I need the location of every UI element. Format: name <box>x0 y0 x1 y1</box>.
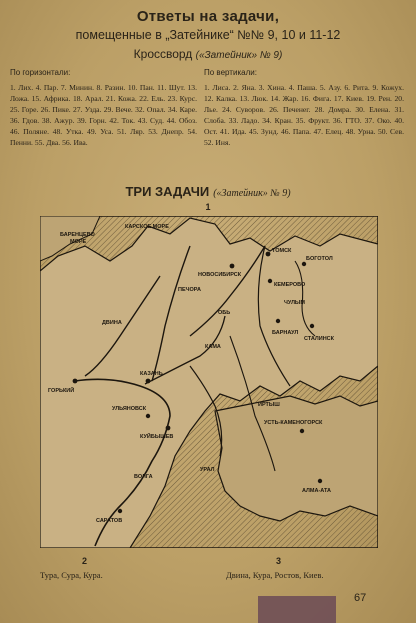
task3-answer: Двина, Кура, Ростов, Киев. <box>226 570 324 580</box>
label-saratov: САРАТОВ <box>96 518 123 524</box>
label-ulyanovsk: УЛЬЯНОВСК <box>112 406 147 412</box>
city-stalinsk-dot <box>310 324 314 328</box>
city-ust-kamenogorsk-dot <box>300 429 304 433</box>
city-bogotol-dot <box>302 262 306 266</box>
task3-number: 3 <box>276 556 282 566</box>
label-karskoe: КАРСКОЕ МОРЕ <box>125 224 169 230</box>
task2-answer: Тура, Сура, Кура. <box>40 570 103 580</box>
map-figure <box>40 216 378 548</box>
three-tasks-heading <box>0 183 416 201</box>
fabric-fragment <box>258 596 336 623</box>
crossword-label: Кроссворд <box>133 47 193 61</box>
vertical-answers: 1. Лиса. 2. Яна. 3. Хина. 4. Паша. 5. Азу. 6. Рита. 9. Кожух. 12. Калка. 13. Люк. 14. Жар. 16. Фига. 17. Киев. 19. Рен. 20. Лье. 24. Суворов. 26. Печенег. 28. Домра. 30. Елена. 31. Слоба. 33. Ладо. 34. Кран. 35. Фрукт. 36. ГТО. 37. Око. 40. Ост. 41. Ида. 45. Зунд. 46. Папа. 47. Елец. 48. Урна. 50. Сев. 52. Иня. <box>204 83 404 147</box>
label-volga: ВОЛГА <box>134 474 153 480</box>
page-subtitle: помещенные в „Затейнике“ №№ 9, 10 и 11-12 <box>75 28 341 42</box>
horizontal-heading: По горизонтали: <box>10 68 71 77</box>
label-chulym: ЧУЛЫМ <box>284 300 305 306</box>
label-stalinsk: СТАЛИНСК <box>304 336 335 342</box>
city-saratov-dot <box>118 509 122 513</box>
label-novosibirsk: НОВОСИБИРСК <box>198 272 242 278</box>
crossword-source: («Затейник» № 9) <box>195 50 283 61</box>
city-gorky-dot <box>73 379 78 384</box>
label-gorky: ГОРЬКИЙ <box>48 388 75 394</box>
city-alma-ata-dot <box>318 479 322 483</box>
label-pechora: ПЕЧОРА <box>178 287 201 293</box>
label-kama: КАМА <box>205 344 221 350</box>
crossword-heading <box>0 47 416 61</box>
label-barnaul: БАРНАУЛ <box>272 330 299 336</box>
three-tasks-title: ТРИ ЗАДАЧИ <box>125 184 210 199</box>
label-kemerovo: КЕМЕРОВО <box>274 282 306 288</box>
city-kemerovo-dot <box>268 279 272 283</box>
task2-number: 2 <box>82 556 88 566</box>
task1-number: 1 <box>205 202 211 212</box>
label-irtysh: ИРТЫШ <box>258 402 280 408</box>
city-barnaul-dot <box>276 319 280 323</box>
label-alma-ata: АЛМА-АТА <box>302 488 331 494</box>
label-kazan: КАЗАНЬ <box>140 371 163 377</box>
city-kazan-dot <box>146 379 151 384</box>
page-title: Ответы на задачи, <box>136 8 280 25</box>
land-southeast <box>215 396 378 521</box>
label-more: МОРЕ <box>70 239 87 245</box>
city-ulyanovsk-dot <box>146 414 150 418</box>
label-kuibyshev: КУЙБЫШЕВ <box>140 434 174 440</box>
label-ural: УРАЛ <box>200 467 215 473</box>
city-kuibyshev-dot <box>166 426 171 431</box>
three-tasks-source: («Затейник» № 9) <box>213 188 291 199</box>
page-number: 67 <box>354 592 367 604</box>
city-novosibirsk-dot <box>230 264 235 269</box>
city-tomsk-dot <box>266 252 271 257</box>
horizontal-answers: 1. Лих. 4. Пар. 7. Минин. 8. Разин. 10. Пан. 11. Шут. 13. Ложа. 15. Африка. 18. Арал. 21. Кожа. 22. Ель. 23. Курс. 25. Горе. 26. Пике. 27. Узда. 29. Вече. 32. Опал. 34. Каре. 36. Гдов. 38. Ажур. 39. Горн. 42. Ток. 43. Суд. 44. Обоз. 46. Поляне. 48. Утка. 49. Уса. 51. Ляр. 53. Днепр. 54. Пенни. 55. Два. 56. Ива. <box>10 83 197 147</box>
label-bogotol: БОГОТОЛ <box>306 256 333 262</box>
label-tomsk: ТОМСК <box>272 248 292 254</box>
label-ob: ОБЬ <box>218 310 231 316</box>
label-dvina: ДВИНА <box>102 320 122 326</box>
label-ust-kamenogorsk: УСТЬ-КАМЕНОГОРСК <box>264 420 323 426</box>
label-barents: БАРЕНЦЕВО <box>60 232 95 238</box>
vertical-heading: По вертикали: <box>204 68 257 77</box>
